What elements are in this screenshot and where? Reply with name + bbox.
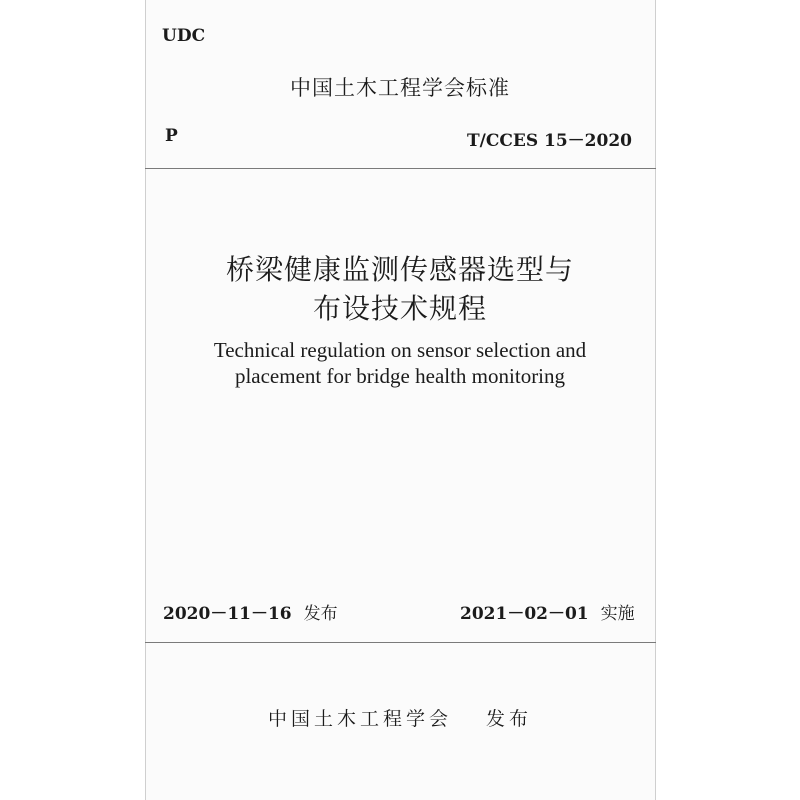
title-chinese-line-2: 布设技术规程 xyxy=(312,292,487,325)
title-english-line-1: Technical regulation on sensor selection and xyxy=(213,338,587,362)
bottom-divider xyxy=(145,642,656,643)
classification-code: P xyxy=(165,126,178,146)
title-chinese-line-1: 桥梁健康监测传感器选型与 xyxy=(225,253,574,286)
publish-label: 发布 xyxy=(486,708,533,730)
standard-number: T/CCES 15－2020 xyxy=(466,131,632,151)
title-english-line-2: placement for bridge health monitoring xyxy=(234,364,566,388)
publisher-block xyxy=(0,704,800,731)
effective-date-block xyxy=(460,599,635,624)
publisher-name: 中国土木工程学会 xyxy=(267,708,452,730)
effective-date: 2021－02－01 xyxy=(460,604,589,624)
effective-label: 实施 xyxy=(600,604,635,624)
standard-type: 中国土木工程学会标准 xyxy=(290,76,510,100)
udc-label: UDC xyxy=(162,26,206,46)
issue-date: 2020－11－16 xyxy=(163,604,292,624)
issue-label: 发布 xyxy=(303,604,338,624)
issue-date-block xyxy=(163,599,338,624)
cover-panel xyxy=(145,0,656,800)
top-divider xyxy=(145,168,656,169)
